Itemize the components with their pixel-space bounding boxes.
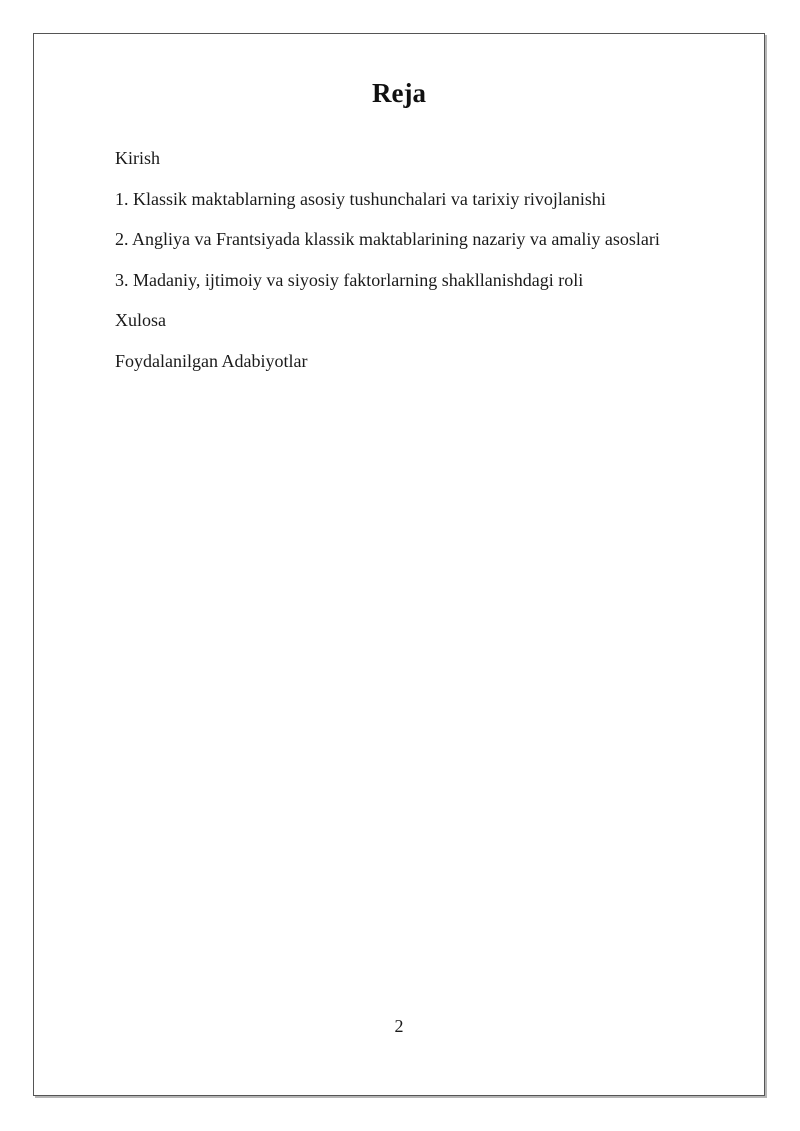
toc-item-chapter-3: 3. Madaniy, ijtimoiy va siyosiy faktorlarning shakllanishdagi roli <box>115 269 584 290</box>
toc-item-conclusion: Xulosa <box>115 310 166 330</box>
page-title: Reja <box>372 78 426 108</box>
toc-item-chapter-1: 1. Klassik maktablarning asosiy tushunchalari va tarixiy rivojlanishi <box>115 188 606 209</box>
document-page <box>33 33 765 1096</box>
toc-item-introduction: Kirish <box>115 148 160 168</box>
toc-item-references: Foydalanilgan Adabiyotlar <box>115 350 308 371</box>
table-of-contents <box>115 147 660 390</box>
page-number: 2 <box>394 1016 404 1036</box>
toc-item-chapter-2: 2. Angliya va Frantsiyada klassik maktablarining nazariy va amaliy asoslari <box>115 229 660 249</box>
